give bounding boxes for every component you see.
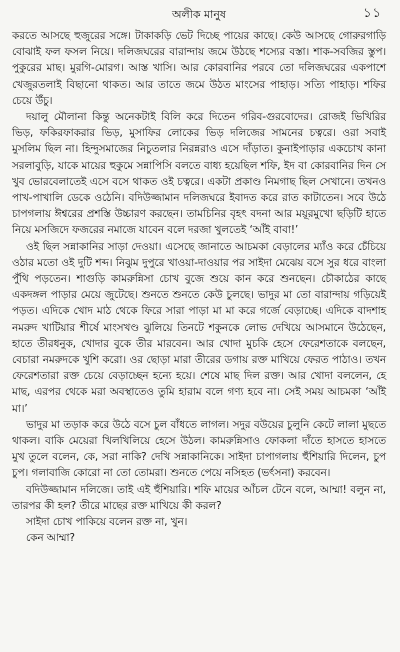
paragraph-7: কেন আম্মা?	[26, 532, 75, 545]
paragraph-6: সাইদা চোখ পাকিয়ে বলেন রক্ত না, খুন।	[26, 516, 188, 529]
paragraph-5: বদিউজ্জামান দলিজে। তাই এই হুঁশিয়ারি। শফি মায়ের আঁচল টেনে বলে, আম্মা! বলুন না, তারপর কী হল? তীরে মাছের রক্ত মাখিয়ে কী করল?	[12, 483, 386, 512]
page-header	[12, 0, 386, 28]
paragraph-2: দয়ালু মৌলানা কিন্তু অনেকটাই বিলি করে দিতেন গরিব-গুরবোদের। রোজই ভিখিরির ভিড়, ফকিরফাকরার ভিড়, মুসাফির লোকের ভিড় দলিজের সামনের চত্বরে। ওরা সবাই মুসলিম ছিল না। হিন্দুসমাজের নিচুতলার নিরন্নরাও এসে দাঁড়াত। কুনাইপাড়ার একচোখ কানা সরলাবুড়ি, যাকে মায়ের হুকুমে সন্নাপিসি বলতে বাধ্য হয়েছিল শফি, ইদ বা কোরবানির দিন সে খুব ভোরবেলাতেই এসে বসে থাকত ওই চত্বরে। একটা প্রকাণ্ড নিমগাছ ছিল সেখানে। তখনও পাখ-পাখালি ডেকে ওঠেনি। বদিউজ্জামান দলিজঘরে ইবাদত করে রাত কাটাতেন। সবে উঠে চাপগলায় ঈশ্বরের প্রশস্তি উচ্চারণ করছেন। তামচিনির বৃহৎ বদনা আর ময়ূরমুখো ছড়িটি হাতে নিয়ে মসজিদে ফজরের নমাজে যাবেন বলে দরজা খুলতেই ‘আঁই বাবা!’	[12, 111, 386, 237]
page-number: ১১	[363, 6, 382, 21]
paragraph-1: করতে আসছে হুজুরের সঙ্গে। টাকাকড়ি ভেট দিচ্ছে পায়ের কাছে। কেউ আসছে গোরুরগাড়ি বোঝাই ফল ফসল নিয়ে। দলিজঘরের বারান্দায় জমে উঠছে শস্যের বস্তা। শাক-সবজির স্তুপ। পুকুরের মাছ। মুরগি-মোরগ। আস্ত খাসি। আর কোরবানির পরবে তো দলিজঘরের একপাশে খেজুরতলাই বিছানো থাকত। আর তাতে জমে উঠত মাংসের পাহাড়। সত্যি পাহাড়। শফির চেয়ে উঁচু।	[12, 30, 386, 107]
paragraph-3: ওই ছিল সন্নাকানির সাড়া দেওয়া। এসেছে জানাতে আচমকা বেড়ালের ম্যাঁও করে চেঁচিয়ে ওঠার মতো ওই দুটি শব্দ। নিঝুম দুপুরে খাওয়া-দাওয়ার পর সাইদা মেঝেয় বসে সুর ধরে বাংলা পুঁথি পড়তেন। শাগুড়ি কামরুন্নিসা চোখ বুজে শুয়ে কান করে শুনছেন। চৌকাঠের কাছে একদঙ্গল পাড়ার মেয়ে জুটেছে। শুনতে শুনতে কেউ চুলছে। ভাদুর মা তো বারান্দায় গড়িয়েই পড়ত। এদিকে খোদ মাঠ থেকে ফিরে সারা পাড়া মা মা করে গর্জে বেড়াচ্ছে। এদিকে বাদশাহ নমরুদ খাটিয়ার শীর্ষে মাংসখণ্ড ঝুলিয়ে তিনটে শকুনকে লোভ দেখিয়ে আসমানে উঠেছেন, হাতে তীরধনুক, খোদার বুকে তীর মারবেন। আর খোদা মুচকি হেসে ফেরেশতাকে বলছেন, বেচারা নমরুদকে খুশি করো। ওর ছোড়া মারা তীরের ডগায় রক্ত মাখিয়ে ফেরত পাঠাও। তখন ফেরেশতারা রক্ত চেয়ে বেড়াচ্ছেন হন্যে হয়ে। শেষে মাছ দিল রক্ত। আর খোদা বললেন, হে মাছ, এরপর থেকে মরা অবস্থাতেও তুমি হারাম বলে গণ্য হবে না। সেই সময় আচমকা ‘আঁই মা।’	[12, 240, 386, 415]
body-text	[12, 28, 386, 547]
paragraph-4: ভাদুর মা তড়াক করে উঠে বসে চুল বাঁধতে লাগল। সদুর বউয়ের চুলুনি কেটে লালা মুছতে থাকল। বাকি মেয়েরা খিলখিলিয়ে হেসে উঠল। কামরুন্নিসাও ফোকলা দাঁতে হাসতে হাসতে মুখ তুলে বলেন, কে, সরা নাকি? দেখি সন্নাকানিকে। সাইদা চাপাগলায় হুঁশিয়ারি দিলেন, চুপ চুপ। গলাবাজি কোরো না তো তোমরা। শুনতে পেয়ে নসিহত (ভর্ৎসনা) করবেন।	[12, 418, 386, 480]
running-title: অলীক মানুষ	[172, 8, 226, 21]
